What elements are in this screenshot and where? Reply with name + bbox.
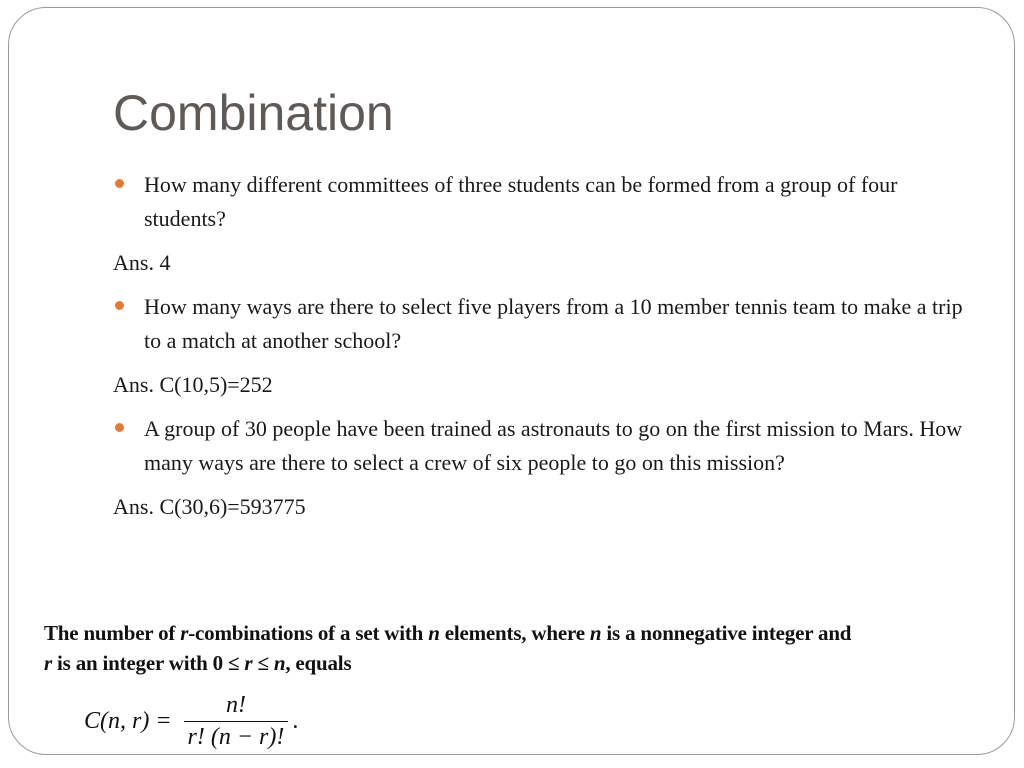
slide-content [113,168,963,534]
definition-text: The number of [44,621,181,645]
formula-fraction [184,692,289,751]
definition-text: is a nonnegative integer and [601,621,852,645]
definition-text: ≤ [252,651,274,675]
bullet-text: How many different committees of three students can be formed from a group of four students? [144,172,898,231]
formula-denominator: r! (n − r)! [184,721,289,751]
bullet-dot-icon [115,301,124,310]
answer-2: Ans. C(10,5)=252 [113,372,273,397]
bullet-item-1 [113,168,963,236]
bullet-item-3 [113,412,963,480]
slide-title: Combination [113,85,394,141]
definition-var: n [428,621,440,645]
bullet-item-2 [113,290,963,358]
formula-numerator: n! [225,692,246,718]
answer-3: Ans. C(30,6)=593775 [113,494,306,519]
formula-end: . [292,708,299,734]
definition-var: r [44,651,52,675]
definition-var: r [180,621,189,645]
definition-var: n [589,621,602,645]
formula-lhs: C(n, r) = [84,708,172,734]
definition-text: elements, where [439,621,590,645]
definition-text: -combinations of a set with [188,621,429,645]
definition-text: , equals [285,651,352,675]
bullet-text: A group of 30 people have been trained as astronauts to go on the first mission to Mars. How many ways are there to select a crew of six people to go on this mission? [144,416,963,475]
definition-var: n [273,651,286,675]
answer-1: Ans. 4 [113,250,171,275]
definition-var: r [244,651,253,675]
bullet-dot-icon [115,423,124,432]
bullet-text: How many ways are there to select five players from a 10 member tennis team to make a trip to a match at another school? [144,294,963,353]
bullet-dot-icon [115,179,124,188]
combination-definition [44,618,1004,678]
definition-text: is an integer with 0 ≤ [51,651,245,675]
combination-formula [84,692,298,751]
